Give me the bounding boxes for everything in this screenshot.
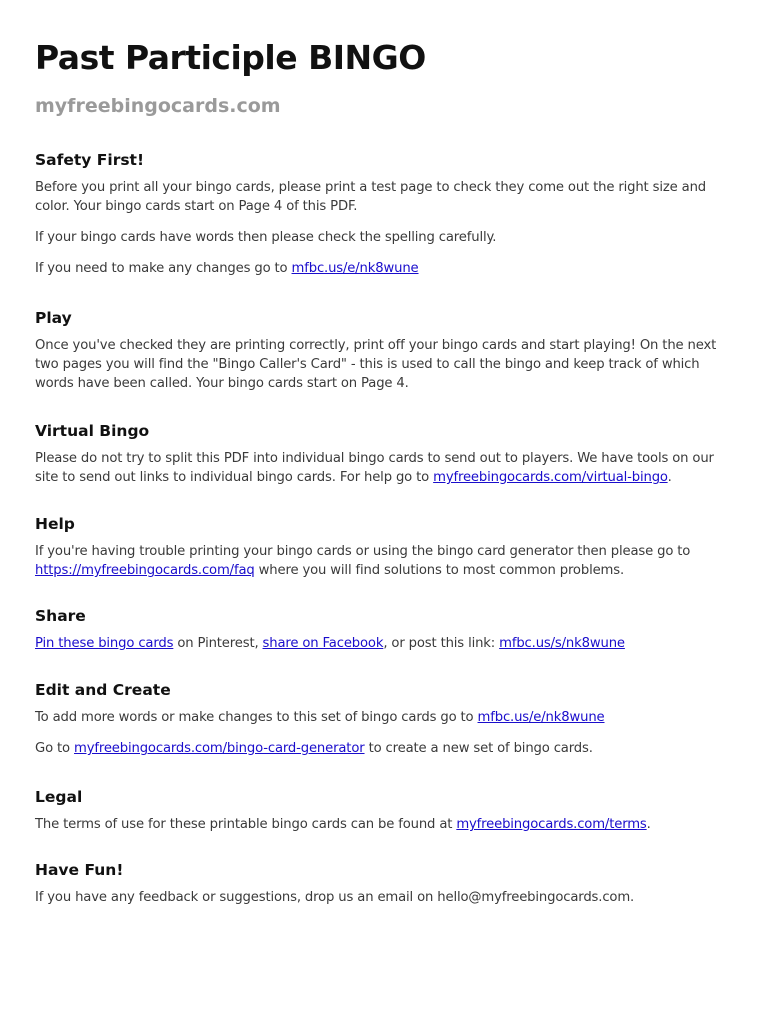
share-link[interactable]: mfbc.us/s/nk8wune (499, 636, 625, 651)
text: , or post this link: (383, 636, 500, 651)
edit-link[interactable]: mfbc.us/e/nk8wune (477, 710, 605, 725)
section-legal (35, 787, 738, 834)
section-have-fun (35, 860, 738, 907)
generator-link[interactable]: myfreebingocards.com/bingo-card-generator (74, 741, 365, 756)
section-heading: Legal (35, 788, 83, 806)
text: If you're having trouble printing your bingo cards or using the bingo card generator then please go to (35, 544, 691, 559)
section-virtual-bingo (35, 421, 738, 487)
faq-link[interactable]: https://myfreebingocards.com/faq (35, 563, 255, 578)
section-heading: Edit and Create (35, 681, 171, 699)
section-safety-first (35, 150, 738, 278)
paragraph (35, 259, 738, 278)
text: . (646, 817, 651, 832)
paragraph (35, 708, 738, 727)
edit-link[interactable]: mfbc.us/e/nk8wune (291, 261, 419, 276)
pinterest-link[interactable]: Pin these bingo cards (35, 636, 174, 651)
section-help (35, 514, 738, 580)
section-share (35, 606, 738, 653)
text: Please do not try to split this PDF into individual bingo cards to send out to players. We have tools on our site to send out links to individual bingo cards. For help go to (35, 451, 714, 485)
paragraph (35, 739, 738, 758)
paragraph: Before you print all your bingo cards, please print a test page to check they come out the right size and color. Your bingo cards start on Page 4 of this PDF. (35, 180, 706, 214)
virtual-bingo-link[interactable]: myfreebingocards.com/virtual-bingo (433, 470, 668, 485)
page-title: Past Participle BINGO (35, 38, 426, 77)
paragraph (35, 449, 738, 487)
paragraph: If you have any feedback or suggestions, drop us an email on hello@myfreebingocards.com. (35, 890, 635, 905)
paragraph (35, 634, 738, 653)
paragraph: Once you've checked they are printing correctly, print off your bingo cards and start playing! On the next two pages you will find the "Bingo Caller's Card" - this is used to call the bingo and keep track of which words have been called. Your bingo cards start on Page 4. (35, 338, 717, 391)
paragraph: If your bingo cards have words then please check the spelling carefully. (35, 230, 497, 245)
section-heading: Have Fun! (35, 861, 124, 879)
section-heading: Play (35, 309, 72, 327)
section-heading: Share (35, 607, 86, 625)
terms-link[interactable]: myfreebingocards.com/terms (456, 817, 647, 832)
text: where you will find solutions to most common problems. (254, 563, 625, 578)
site-name: myfreebingocards.com (35, 95, 281, 117)
section-edit-and-create (35, 680, 738, 758)
paragraph (35, 542, 738, 580)
text: The terms of use for these printable bingo cards can be found at (35, 817, 457, 832)
facebook-link[interactable]: share on Facebook (262, 636, 384, 651)
text: on Pinterest, (173, 636, 263, 651)
text: If you need to make any changes go to (35, 261, 292, 276)
paragraph (35, 815, 738, 834)
section-heading: Help (35, 515, 75, 533)
section-heading: Safety First! (35, 151, 145, 169)
section-heading: Virtual Bingo (35, 422, 150, 440)
text: . (667, 470, 672, 485)
text: To add more words or make changes to this set of bingo cards go to (35, 710, 478, 725)
text: Go to (35, 741, 75, 756)
section-play (35, 308, 738, 393)
text: to create a new set of bingo cards. (364, 741, 593, 756)
